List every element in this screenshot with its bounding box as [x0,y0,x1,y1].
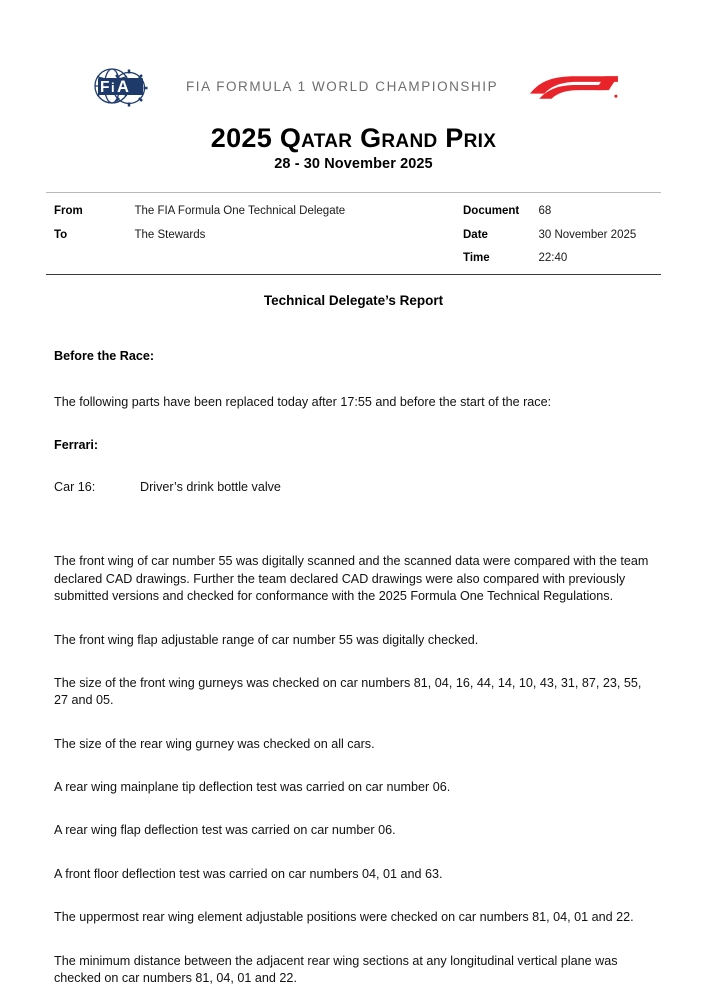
meta-column-right [463,200,693,271]
spacer [54,649,654,675]
document-meta-table [0,200,707,270]
divider-top [46,192,661,193]
event-title-block [0,124,707,172]
paragraph-intro: The following parts have been replaced today after 17:55 and before the start of the race: [54,395,552,409]
svg-text:F: F [100,79,110,96]
section-heading-before-race: Before the Race: [54,349,155,363]
meta-value-to: The Stewards [134,228,206,241]
meta-row-time [463,247,693,271]
meta-label-date: Date [463,228,488,241]
spacer [54,840,654,866]
meta-column-left [54,200,454,247]
spacer [54,494,654,532]
document-header [0,60,707,116]
report-heading: Technical Delegate’s Report [263,293,444,308]
meta-label-from: From [54,205,83,217]
event-dates: 28 - 30 November 2025 [274,155,433,172]
meta-value-time: 22:40 [538,252,568,264]
paragraph-rear-wing-mainplane-deflection: A rear wing mainplane tip deflection test was carried on car number 06. [54,780,451,794]
meta-row-date [463,224,693,248]
meta-row-from [54,200,454,224]
paragraph-uppermost-rear-wing-positions: The uppermost rear wing element adjustable positions were checked on car numbers 81, 04, 01 and 22. [54,910,634,925]
spacer [54,753,654,779]
meta-value-date: 30 November 2025 [538,228,637,241]
paragraph-front-wing-gurneys: The size of the front wing gurneys was checked on car numbers 81, 04, 16, 44, 14, 10, 43, 31, 87, 23, 55, 27 and 05. [54,675,642,708]
svg-text:i: i [111,80,115,95]
spacer [54,796,654,822]
championship-banner-text: FIA FORMULA 1 WORLD CHAMPIONSHIP [186,79,499,94]
f1-logo-icon [528,72,620,102]
fia-logo-icon [90,60,150,114]
svg-text:A: A [117,78,129,96]
spacer [54,927,654,953]
spacer [54,710,654,736]
paragraph-front-wing-scan: The front wing of car number 55 was digitally scanned and the scanned data were compared with the team declared CAD drawings. Further the team declared CAD drawings were also compared with previously submitted versions and checked for conformance with the 2025 Formula One Technical Regulations. [54,554,649,604]
meta-value-from: The FIA Formula One Technical Delegate [134,205,346,217]
spacer [54,411,654,437]
paragraph-front-floor-deflection: A front floor deflection test was carried on car numbers 04, 01 and 63. [54,866,443,881]
spacer [54,532,654,553]
car-part-description: Driver’s drink bottle valve [140,480,281,495]
paragraph-front-wing-flap-range: The front wing flap adjustable range of car number 55 was digitally checked. [54,632,479,647]
spacer [54,365,654,394]
meta-label-time: Time [463,252,490,264]
report-body [54,348,654,987]
meta-label-to: To [54,228,68,241]
meta-label-document: Document [463,205,520,217]
car-number-label: Car 16: [54,480,96,495]
spacer [54,454,654,480]
page-title: 2025 Qatar Grand Prix [210,123,497,153]
meta-row-to [54,224,454,248]
paragraph-rear-wing-flap-deflection: A rear wing flap deflection test was carried on car number 06. [54,823,396,838]
team-heading-ferrari: Ferrari: [54,438,99,453]
spacer [54,883,654,909]
car-part-row [54,480,654,494]
paragraph-minimum-distance-rear-wing: The minimum distance between the adjacent rear wing sections at any longitudinal vertical plane was checked on car numbers 81, 04, 01 and 22. [54,953,618,985]
divider-bottom [46,274,661,275]
meta-value-document: 68 [538,205,552,217]
paragraph-rear-wing-gurney: The size of the rear wing gurney was checked on all cars. [54,736,375,751]
meta-row-document [463,200,693,224]
spacer [54,606,654,632]
